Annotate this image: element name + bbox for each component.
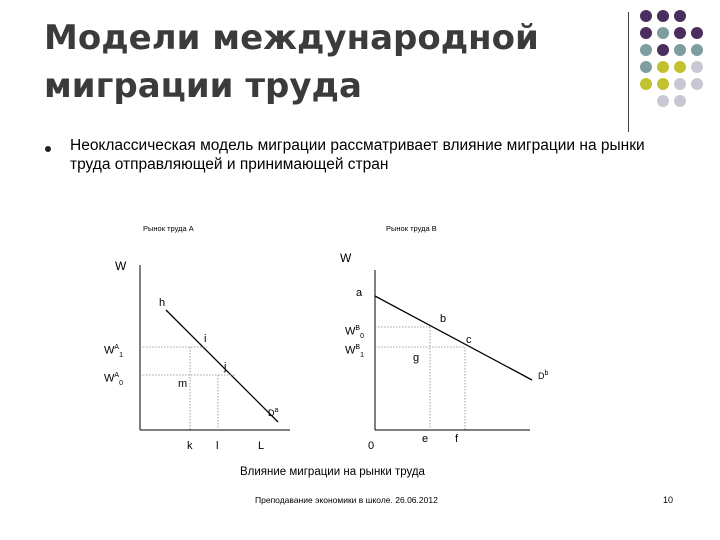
market-a-wage1-label (104, 342, 123, 362)
db-sup: b (544, 370, 549, 377)
wb0-sup: B (355, 325, 361, 332)
title-line-2: миграции труда (44, 66, 362, 106)
market-b-wage0-label (345, 323, 364, 343)
wb1-base: W (345, 344, 356, 357)
wb0-sub: 0 (360, 332, 364, 340)
wa0-sub: 0 (119, 379, 123, 387)
wa0-sup: A (114, 372, 120, 379)
db-base: D (538, 371, 545, 381)
market-b-demand-curve (375, 296, 532, 380)
bullet-text: Неоклассическая модель миграции рассматривает влияние миграции на рынки труда отправляющей и принимающей стран (70, 137, 645, 173)
wb1-sup: B (355, 344, 361, 351)
market-a-j-label: j (224, 361, 227, 373)
page-number: 10 (663, 495, 674, 505)
wb0-base: W (345, 325, 356, 338)
market-a-demand-curve (166, 310, 278, 422)
wb1-sub: 1 (360, 351, 364, 359)
title-line-1: Модели международной (44, 18, 539, 58)
diagram-caption: Влияние миграции на рынки труда (240, 466, 425, 478)
market-a-demand-label (268, 405, 278, 419)
market-a-k-label: k (187, 440, 193, 452)
wa0-base: W (104, 372, 115, 385)
market-b-origin-label: 0 (368, 440, 375, 452)
market-b-f-label: f (455, 433, 459, 445)
market-b-g-label: g (413, 352, 420, 364)
market-a-title: Рынок труда А (143, 224, 194, 233)
market-b-b-label: b (440, 313, 447, 325)
slide-footer: Преподавание экономики в школе. 26.06.2012 (255, 495, 438, 505)
market-b-wage1-label (345, 342, 364, 362)
wa1-sub: 1 (119, 351, 123, 359)
market-b-title: Рынок труда В (386, 224, 437, 233)
market-a-l-label: l (216, 440, 219, 452)
market-b-w-label: W (340, 251, 352, 265)
market-b-a-label: a (356, 287, 363, 299)
market-b-demand-label (538, 368, 548, 382)
wa1-sup: A (114, 344, 120, 351)
market-b-c-label: c (466, 334, 472, 346)
da-base: D (268, 408, 275, 418)
market-a-i-label: i (204, 333, 207, 345)
market-a-m-label: m (178, 378, 188, 390)
wa1-base: W (104, 344, 115, 357)
da-sup: a (274, 407, 279, 414)
market-b-e-label: e (422, 433, 429, 445)
market-a-w-label: W (115, 259, 127, 273)
market-a-L-label: L (258, 440, 265, 452)
market-a-wage0-label (104, 370, 123, 390)
market-a-h-label: h (159, 297, 166, 309)
